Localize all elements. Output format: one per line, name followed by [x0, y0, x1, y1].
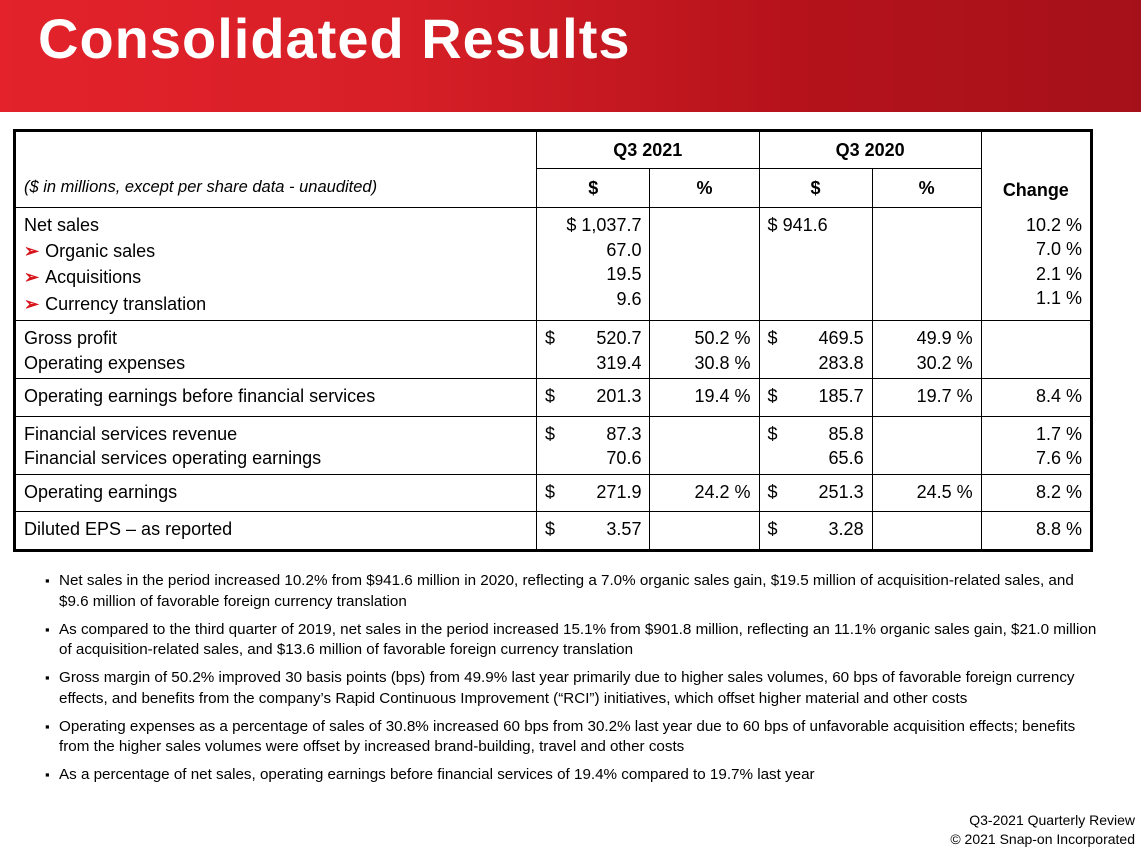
net-sales-2020-values [759, 208, 872, 321]
currency-symbol: $ [767, 215, 778, 235]
footer-copyright: © 2021 Snap-on Incorporated [950, 831, 1135, 847]
currency-symbol: $ [545, 386, 556, 406]
value: 24.5 % [916, 481, 973, 502]
net-sales-label: Net sales [24, 215, 100, 235]
currency-symbol: $ [767, 328, 778, 348]
square-bullet-icon: ▪ [45, 718, 50, 734]
currency-symbol: $ [545, 328, 556, 348]
period-q3-2021: Q3 2021 [537, 131, 760, 169]
period-q3-2020: Q3 2020 [759, 131, 981, 169]
empty-cell [872, 512, 981, 551]
value: 7.0 % [1035, 239, 1082, 259]
acquisitions-label: Acquisitions [45, 267, 142, 287]
value: 8.2 % [1035, 481, 1082, 502]
table-row [15, 416, 1092, 474]
square-bullet-icon: ▪ [45, 573, 50, 588]
value: 8.8 % [1035, 519, 1082, 539]
header-blank [15, 131, 537, 169]
list-item: ▪ Operating expenses as a percentage of sales of 30.8% increased 60 bps from 30.2% last year due to 60 bps of unfavorable acquisition effects; benefits from the higher sales volumes were offset by increased brand-building, travel and other costs [45, 717, 1076, 755]
organic-sales-label: Organic sales [45, 240, 156, 261]
value: 85.8 [828, 423, 864, 444]
value: 8.4 % [1035, 386, 1082, 406]
col-change: Change [981, 131, 1091, 208]
currency-translation-label: Currency translation [45, 293, 207, 314]
value: 7.6 % [1035, 448, 1082, 468]
col-pct-2021: % [650, 169, 759, 208]
fs-earnings-label: Financial services operating earnings [24, 448, 322, 468]
value: 19.5 [606, 264, 642, 284]
value: 1.7 % [1035, 423, 1082, 444]
value: 19.7 % [916, 386, 973, 406]
table-row [15, 379, 1092, 417]
header-row-columns [15, 169, 1092, 208]
value: 271.9 [596, 481, 642, 502]
operating-earnings-label: Operating earnings [24, 481, 178, 502]
oebfs-label: Operating earnings before financial services [24, 386, 376, 406]
header-row-periods [15, 131, 1092, 169]
currency-symbol: $ [545, 423, 556, 444]
empty-cell [872, 416, 981, 474]
value: 283.8 [818, 352, 864, 373]
unit-label: ($ in millions, except per share data - unaudited) [15, 169, 537, 208]
fs-revenue-label: Financial services revenue [24, 423, 238, 444]
col-dollar-2021: $ [537, 169, 650, 208]
square-bullet-icon: ▪ [45, 621, 50, 637]
value: 319.4 [596, 352, 642, 373]
value: 30.2 % [916, 352, 973, 373]
table-row [15, 208, 1092, 321]
value: 201.3 [596, 386, 642, 406]
empty-cell [650, 416, 759, 474]
value: 65.6 [828, 448, 864, 468]
currency-translation-item [24, 291, 528, 318]
square-bullet-icon: ▪ [45, 670, 50, 685]
value: 87.3 [606, 423, 642, 444]
value: 185.7 [818, 386, 864, 406]
currency-symbol: $ [767, 481, 778, 502]
acquisitions-item [24, 264, 528, 291]
organic-sales-item [24, 238, 528, 265]
value: 520.7 [596, 328, 642, 348]
value: 941.6 [782, 215, 828, 235]
col-dollar-2020: $ [759, 169, 872, 208]
operating-expenses-label: Operating expenses [24, 352, 186, 373]
arrow-bullet-icon: ➢ [24, 267, 40, 287]
value: 70.6 [606, 448, 642, 468]
list-item: ▪ As a percentage of net sales, operating earnings before financial services of 19.4% compared to 19.7% last year [45, 765, 1100, 786]
currency-symbol: $ [545, 519, 556, 539]
value: 24.2 % [694, 481, 751, 502]
arrow-bullet-icon: ➢ [24, 293, 40, 314]
title-banner [0, 0, 1141, 112]
results-table [13, 129, 1093, 552]
footer-review-label: Q3-2021 Quarterly Review [969, 812, 1135, 828]
net-sales-change-values [981, 208, 1091, 321]
value: 3.28 [828, 519, 864, 539]
commentary-bullets [45, 571, 1100, 793]
table-row [15, 512, 1092, 551]
value: 50.2 % [694, 328, 751, 348]
arrow-bullet-icon: ➢ [24, 240, 40, 261]
col-pct-2020: % [872, 169, 981, 208]
list-item: ▪ Net sales in the period increased 10.2% from $941.6 million in 2020, reflecting a 7.0% organic sales gain, $19.5 million of acquisition-related sales, and $9.6 million of favorable foreign currency translation [45, 572, 1074, 610]
value: 251.3 [818, 481, 864, 502]
value: 3.57 [606, 519, 642, 539]
value: 49.9 % [916, 328, 973, 348]
empty-cell [981, 321, 1091, 379]
page-title: Consolidated Results [38, 7, 631, 70]
table-row [15, 474, 1092, 512]
empty-cell [650, 208, 759, 321]
value: 9.6 [616, 288, 642, 309]
gross-profit-label: Gross profit [24, 328, 118, 348]
value: 30.8 % [694, 352, 751, 373]
value: 469.5 [818, 328, 864, 348]
footer [950, 811, 1135, 849]
list-item: ▪ Gross margin of 50.2% improved 30 basis points (bps) from 49.9% last year primarily due to higher sales volumes, 60 bps of favorable foreign currency effects, and benefits from the company’s Rapid Continuous Improvement (“RCI”) initiatives, which offset higher material and other costs [45, 669, 1075, 707]
value: 1,037.7 [581, 215, 642, 235]
empty-cell [650, 512, 759, 551]
currency-symbol: $ [566, 215, 577, 235]
list-item: ▪ As compared to the third quarter of 2019, net sales in the period increased 15.1% from $901.8 million, reflecting an 11.1% organic sales gain, $21.0 million of acquisition-related sales, and $13.6 million of favorable foreign currency translation [45, 620, 1097, 658]
value: 2.1 % [1035, 263, 1082, 284]
square-bullet-icon: ▪ [45, 767, 50, 782]
value: 67.0 [606, 239, 642, 260]
currency-symbol: $ [545, 481, 556, 502]
currency-symbol: $ [767, 519, 778, 539]
currency-symbol: $ [767, 423, 778, 444]
table-row [15, 321, 1092, 379]
empty-cell [872, 208, 981, 321]
value: 19.4 % [694, 386, 751, 406]
value: 10.2 % [1025, 214, 1082, 235]
value: 1.1 % [1035, 288, 1082, 308]
currency-symbol: $ [767, 386, 778, 406]
net-sales-labels [15, 208, 537, 321]
net-sales-2021-values [537, 208, 650, 321]
eps-label: Diluted EPS – as reported [24, 519, 233, 539]
